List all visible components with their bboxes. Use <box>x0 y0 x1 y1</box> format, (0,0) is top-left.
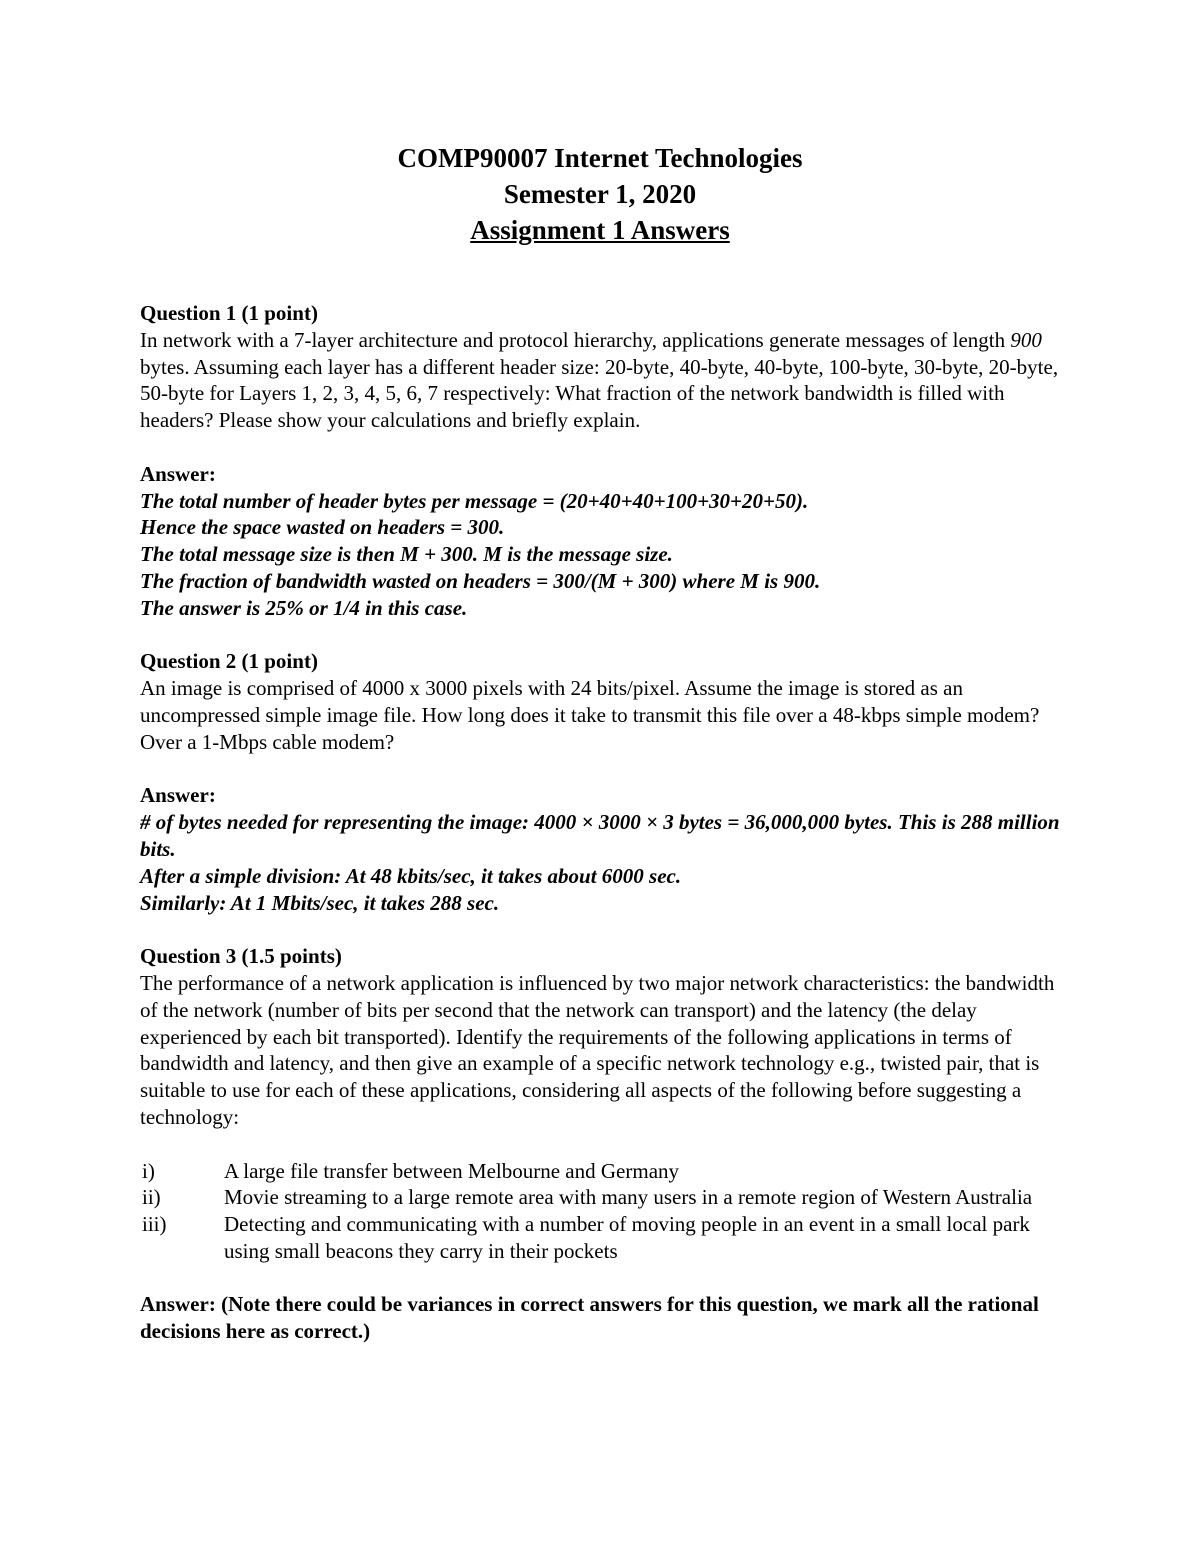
question-1-text-a: In network with a 7-layer architecture and protocol hierarchy, applications generate messages of length <box>140 327 1011 352</box>
question-2-text: An image is comprised of 4000 x 3000 pixels with 24 bits/pixel. Assume the image is stored as an uncompressed simple image file. How long does it take to transmit this file over a 48-kbps simple modem? Over a 1-Mbps cable modem? <box>140 676 1040 754</box>
answer-line: The fraction of bandwidth wasted on headers = 300/(M + 300) where M is 900. <box>140 568 821 593</box>
answer-line: The answer is 25% or 1/4 in this case. <box>140 595 468 620</box>
question-1-answer-label: Answer: <box>140 461 216 486</box>
answer-line: Hence the space wasted on headers = 300. <box>140 515 505 540</box>
question-1-text-italic: 900 <box>1010 327 1042 352</box>
semester-title: Semester 1, 2020 <box>503 179 697 209</box>
question-3-answer-label: Answer: <box>140 1292 216 1317</box>
question-3-answer <box>140 1291 1060 1345</box>
question-2-answer-label: Answer: <box>140 783 216 808</box>
answer-line: # of bytes needed for representing the image: 4000 × 3000 × 3 bytes = 36,000,000 bytes. This is 288 million bits. <box>140 810 1060 861</box>
title-block <box>140 0 1060 248</box>
list-item-text: A large file transfer between Melbourne and Germany <box>224 1158 680 1183</box>
question-2-heading: Question 2 (1 point) <box>140 649 318 674</box>
question-1-text <box>140 327 1060 434</box>
question-3-list <box>140 1158 1060 1265</box>
course-title: COMP90007 Internet Technologies <box>397 143 803 173</box>
list-item-number: iii) <box>142 1212 167 1237</box>
answer-line: Similarly: At 1 Mbits/sec, it takes 288 sec. <box>140 890 500 915</box>
document-body <box>140 300 1060 1345</box>
list-item <box>140 1184 1060 1211</box>
question-3-answer-note: (Note there could be variances in correct answers for this question, we mark all the rational decisions here as correct.) <box>140 1292 1039 1344</box>
question-3 <box>140 943 1060 1345</box>
list-item-text: Movie streaming to a large remote area with many users in a remote region of Western Australia <box>224 1185 1033 1210</box>
question-3-heading: Question 3 (1.5 points) <box>140 944 342 969</box>
list-item <box>140 1158 1060 1185</box>
answer-line: The total message size is then M + 300. M is the message size. <box>140 542 673 567</box>
list-item <box>140 1211 1060 1265</box>
question-1-heading: Question 1 (1 point) <box>140 301 318 325</box>
answer-line: The total number of header bytes per message = (20+40+40+100+30+20+50). <box>140 488 809 513</box>
question-1 <box>140 300 1060 622</box>
question-1-text-b: bytes. Assuming each layer has a different header size: 20-byte, 40-byte, 40-byte, 100-byte, 30-byte, 20-byte, 50-byte for Layers 1, 2, 3, 4, 5, 6, 7 respectively: What fraction of the network bandwidth is filled with headers? Please show your calculations and briefly explain. <box>140 354 1059 433</box>
assignment-title: Assignment 1 Answers <box>470 215 730 245</box>
list-item-number: ii) <box>142 1185 161 1210</box>
question-2 <box>140 648 1060 916</box>
answer-line: After a simple division: At 48 kbits/sec, it takes about 6000 sec. <box>140 863 682 888</box>
list-item-number: i) <box>142 1158 155 1183</box>
list-item-text: Detecting and communicating with a number of moving people in an event in a small local park using small beacons they carry in their pockets <box>224 1212 1030 1263</box>
question-3-text: The performance of a network application is influenced by two major network characteristics: the bandwidth of the network (number of bits per second that the network can transport) and the latency (the delay experienced by each bit transported). Identify the requirements of the following applications in terms of bandwidth and latency, and then give an example of a specific network technology e.g., twisted pair, that is suitable to use for each of these applications, considering all aspects of the following before suggesting a technology: <box>140 970 1055 1129</box>
